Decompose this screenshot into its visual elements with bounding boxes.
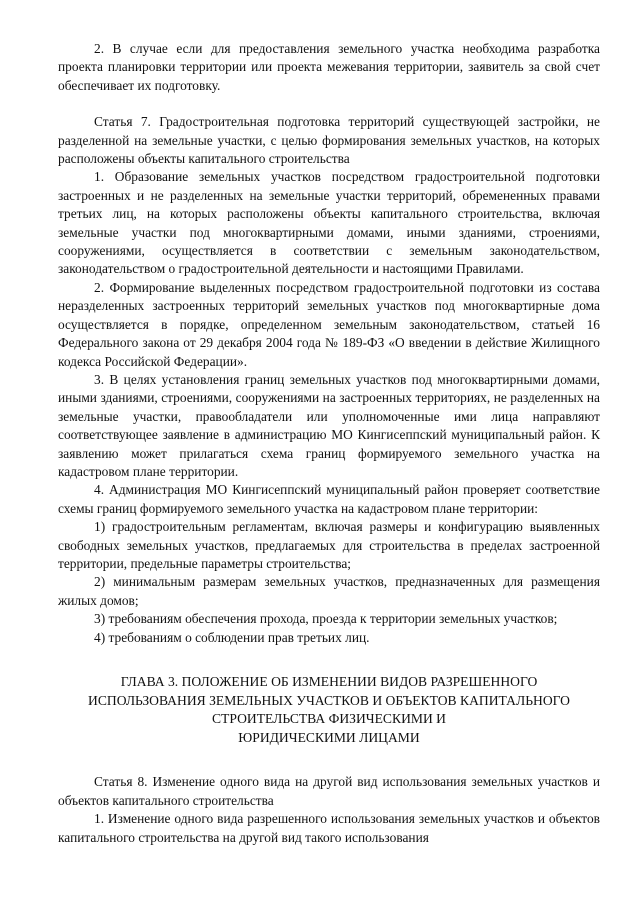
chapter-3-heading-line: СТРОИТЕЛЬСТВА ФИЗИЧЕСКИМИ И [211, 711, 447, 727]
article-7-item-4: 4) требованиям о соблюдении прав третьих лиц. [94, 629, 370, 645]
article-7-paragraph-1: 1. Образование земельных участков посредством градостроительной подготовки застроенных и не разделенных на земельные участки территорий, обремененных правами третьих лиц, на которых расположены объекты капитального строительства, включая земельные участки под многоквартирными домами, иными зданиями, строениями, сооружениями, осуществляется в соответствии с земельным законодательством, законодательством о градостроительной деятельности и настоящими Правилами. [58, 169, 600, 277]
article-7-title: Статья 7. Градостроительная подготовка территорий существующей застройки, не разделенной на земельные участки, с целью формирования земельных участков, на которых расположены объекты капитального строительства [58, 114, 600, 167]
article-7-paragraph-2: 2. Формирование выделенных посредством градостроительной подготовки из состава неразделенных застроенных территорий земельных участков под многоквартирные дома осуществляется в порядке, определенном земельным законодательством, статьей 16 Федерального закона от 29 декабря 2004 года № 189-ФЗ «О введении в действие Жилищного кодекса Российской Федерации». [58, 279, 600, 369]
chapter-3-heading-line: ИСПОЛЬЗОВАНИЯ ЗЕМЕЛЬНЫХ УЧАСТКОВ И ОБЪЕКТОВ КАПИТАЛЬНОГО [88, 692, 570, 708]
article-8-title: Статья 8. Изменение одного вида на другой вид использования земельных участков и объектов капитального строительства [58, 774, 600, 808]
article-7-item-3: 3) требованиям обеспечения прохода, проезда к территории земельных участков; [94, 611, 558, 627]
article-7-paragraph-3: 3. В целях установления границ земельных участков под многоквартирными домами, иными зданиями, строениями, сооружениями на застроенных территориях, не разделенных на земельные участки, правообладатели или уполномоченные ими лица направляют соответствующее заявление в администрацию МО Кингисеппский муниципальный район. К заявлению может прилагаться схема границ формируемого земельного участка на кадастровом плане территории. [58, 371, 600, 479]
chapter-3-heading-line: ЮРИДИЧЕСКИМИ ЛИЦАМИ [238, 729, 420, 745]
article-7-paragraph-4: 4. Администрация МО Кингисеппский муниципальный район проверяет соответствие схемы границ формируемого земельного участка на кадастровом плане территории: [58, 482, 600, 516]
article-7-item-2: 2) минимальным размерам земельных участков, предназначенных для размещения жилых домов; [58, 574, 600, 608]
article-7-item-1: 1) градостроительным регламентам, включая размеры и конфигурацию выявленных свободных земельных участков, предлагаемых для строительства в пределах застроенной территории, предельные параметры строительства; [58, 519, 600, 571]
chapter-3-heading [58, 673, 600, 747]
paragraph-intro: 2. В случае если для предоставления земельного участка необходима разработка проекта планировки территории или проекта межевания территории, заявитель за свой счет обеспечивает их подготовку. [58, 41, 600, 93]
chapter-3-heading-line: ГЛАВА 3. ПОЛОЖЕНИЕ ОБ ИЗМЕНЕНИИ ВИДОВ РАЗРЕШЕННОГО [120, 674, 538, 689]
article-8-paragraph-1: 1. Изменение одного вида разрешенного использования земельных участков и объектов капитального строительства на другой вид такого использования [58, 811, 600, 845]
